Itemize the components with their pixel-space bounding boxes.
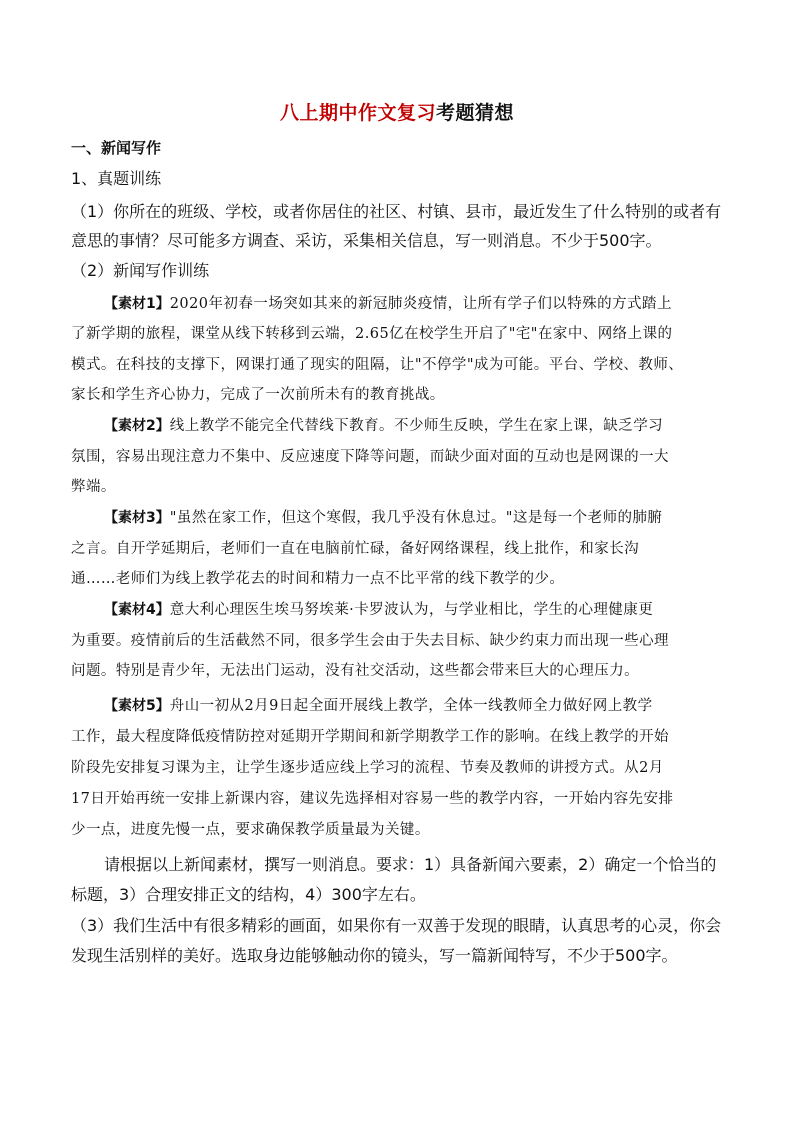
material-1-line-4: 家长和学生齐心协力，完成了一次前所未有的教育挑战。 (71, 387, 445, 403)
material-5-line-4: 17日开始再统一安排上新课内容，建议先选择相对容易一些的教学内容，一开始内容先安排 (71, 791, 674, 807)
material-1-line-3: 模式。在科技的支撑下，网课打通了现实的阻隔，让"不停学"成为可能。平台、学校、教师、 (71, 357, 684, 373)
material-4-line-3: 问题。特别是青少年，无法出门运动，没有社交活动，这些都会带来巨大的心理压力。 (71, 663, 640, 679)
section-heading-news-writing: 一、新闻写作 (71, 139, 162, 157)
material-5-line-1: 【素材5】舟山一初从2月9日起全面开展线上教学，全体一线教师全力做好网上教学 (104, 698, 653, 714)
material-2-line-1: 【素材2】线上教学不能完全代替线下教育。不少师生反映，学生在家上课，缺乏学习 (104, 418, 664, 434)
material-5-line-5: 少一点，进度先慢一点，要求确保教学质量最为关键。 (71, 822, 430, 838)
material-4-line-2: 为重要。疫情前后的生活截然不同，很多学生会由于失去目标、缺少约束力而出现一些心理 (71, 633, 669, 649)
page-title-black: 考题猜想 (436, 102, 515, 124)
material-2-line-2: 氛围，容易出现注意力不集中、反应速度下降等问题，而缺少面对面的互动也是网课的一大 (71, 449, 669, 465)
material-2-line-3: 弊端。 (71, 479, 116, 495)
material-1-line-1: 【素材1】2020年初春一场突如其来的新冠肺炎疫情，让所有学子们以特殊的方式踏上 (104, 296, 672, 312)
material-3-line-1: 【素材3】"虽然在家工作，但这个寒假，我几乎没有休息过。"这是每一个老师的肺腑 (104, 510, 663, 526)
instruction-line-1: 请根据以上新闻素材，撰写一则消息。要求：1）具备新闻六要素，2）确定一个恰当的 (104, 855, 717, 874)
material-1-tag: 【素材1】 (104, 296, 170, 312)
question-1-line-1: （1）你所在的班级、学校，或者你居住的社区、村镇、县市，最近发生了什么特别的或者有 (71, 202, 722, 221)
material-4-line-1: 【素材4】意大利心理医生埃马努埃莱·卡罗波认为，与学业相比，学生的心理健康更 (104, 602, 654, 618)
material-4-tag: 【素材4】 (104, 602, 170, 618)
page-title (0, 98, 794, 125)
material-2-tag: 【素材2】 (104, 418, 170, 434)
material-3-line-2: 之言。自开学延期后，老师们一直在电脑前忙碌，备好网络课程，线上批作，和家长沟 (71, 541, 640, 557)
question-3-line-1: （3）我们生活中有很多精彩的画面，如果你有一双善于发现的眼睛，认真思考的心灵，你会 (71, 916, 722, 935)
material-5-tag: 【素材5】 (104, 698, 170, 714)
material-3-tag: 【素材3】 (104, 510, 170, 526)
page-title-red: 八上期中作文复习 (279, 102, 436, 124)
question-2-label: （2）新闻写作训练 (71, 261, 210, 280)
material-1-line-2: 了新学期的旅程，课堂从线下转移到云端，2.65亿在校学生开启了"宅"在家中、网络上课的 (71, 326, 673, 342)
question-3-line-2: 发现生活别样的美好。选取身边能够触动你的镜头，写一篇新闻特写，不少于500字。 (71, 946, 678, 965)
material-5-line-3: 阶段先安排复习课为主，让学生逐步适应线上学习的流程、节奏及教师的讲授方式。从2月 (71, 760, 664, 776)
instruction-line-2: 标题，3）合理安排正文的结构，4）300字左右。 (71, 885, 426, 904)
question-1-line-2: 意思的事情？尽可能多方调查、采访，采集相关信息，写一则消息。不少于500字。 (71, 231, 662, 250)
material-3-line-3: 通……老师们为线上教学花去的时间和精力一点不比平常的线下教学的少。 (71, 571, 565, 587)
material-5-line-2: 工作，最大程度降低疫情防控对延期开学期间和新学期教学工作的影响。在线上教学的开始 (71, 729, 669, 745)
item-heading-real-exam: 1、真题训练 (71, 169, 162, 188)
